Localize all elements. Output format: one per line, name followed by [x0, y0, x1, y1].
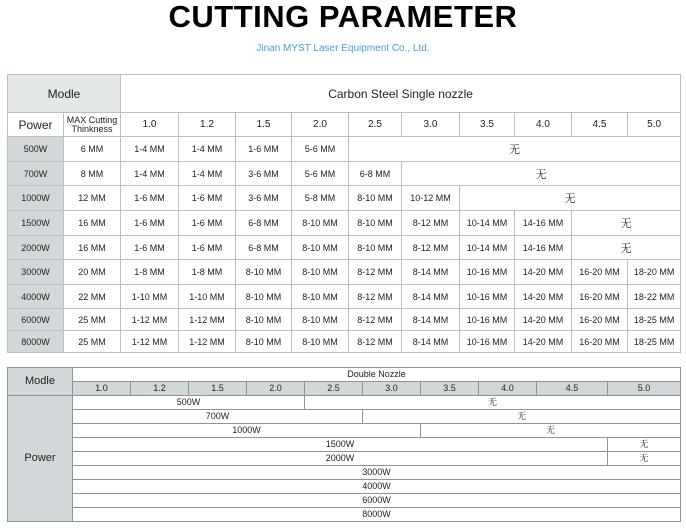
thickness-header: 2.0 — [247, 382, 305, 396]
table-row — [8, 211, 681, 236]
value-cell: 8-10 MM — [292, 236, 349, 260]
thickness-header: 2.0 — [292, 113, 349, 137]
power-range-bar: 2000W — [73, 452, 608, 466]
power-cell: 3000W — [8, 260, 64, 285]
value-cell: 10-12 MM — [402, 186, 460, 211]
value-cell: 1-4 MM — [121, 137, 179, 162]
max-cutting-header: MAX Cutting Thinkness — [64, 113, 121, 137]
none-cell: 无 — [572, 211, 681, 236]
value-cell: 10-14 MM — [460, 236, 515, 260]
value-cell: 1-6 MM — [121, 186, 179, 211]
power-range-bar: 6000W — [73, 494, 681, 508]
value-cell: 16-20 MM — [572, 260, 628, 285]
value-cell: 1-10 MM — [179, 285, 236, 309]
power-cell: 1500W — [8, 211, 64, 236]
power-cell: 6000W — [8, 309, 64, 331]
value-cell: 8-10 MM — [292, 211, 349, 236]
value-cell: 8-10 MM — [292, 260, 349, 285]
value-cell: 10-14 MM — [460, 211, 515, 236]
none-cell: 无 — [349, 137, 681, 162]
value-cell: 18-25 MM — [628, 331, 681, 353]
value-cell: 8-10 MM — [292, 309, 349, 331]
none-cell: 无 — [402, 162, 681, 186]
value-cell: 1-4 MM — [179, 162, 236, 186]
value-cell: 10-16 MM — [460, 260, 515, 285]
power-range-bar: 500W — [73, 396, 305, 410]
power-range-bar: 700W — [73, 410, 363, 424]
max-cut-cell: 25 MM — [64, 309, 121, 331]
value-cell: 1-12 MM — [179, 309, 236, 331]
power-cell: 8000W — [8, 331, 64, 353]
value-cell: 10-16 MM — [460, 285, 515, 309]
power-range-bar: 3000W — [73, 466, 681, 480]
double-nozzle-table — [7, 367, 681, 522]
value-cell: 16-20 MM — [572, 309, 628, 331]
none-cell: 无 — [460, 186, 681, 211]
value-cell: 8-10 MM — [292, 331, 349, 353]
page-title: CUTTING PARAMETER — [168, 0, 518, 34]
value-cell: 10-16 MM — [460, 331, 515, 353]
value-cell: 6-8 MM — [236, 236, 292, 260]
value-cell: 1-12 MM — [179, 331, 236, 353]
table-row — [8, 260, 681, 285]
thickness-header: 1.5 — [236, 113, 292, 137]
none-cell: 无 — [572, 236, 681, 260]
double-nozzle-title: Double Nozzle — [73, 368, 681, 382]
value-cell: 14-20 MM — [515, 285, 572, 309]
value-cell: 1-8 MM — [179, 260, 236, 285]
value-cell: 8-10 MM — [349, 186, 402, 211]
power-cell: 700W — [8, 162, 64, 186]
value-cell: 16-20 MM — [572, 285, 628, 309]
table-row — [8, 137, 681, 162]
value-cell: 14-20 MM — [515, 309, 572, 331]
value-cell: 8-12 MM — [402, 236, 460, 260]
value-cell: 8-12 MM — [349, 260, 402, 285]
value-cell: 8-10 MM — [236, 331, 292, 353]
thickness-header: 1.2 — [179, 113, 236, 137]
power-range-bar: 1000W — [73, 424, 421, 438]
value-cell: 3-6 MM — [236, 186, 292, 211]
value-cell: 1-10 MM — [121, 285, 179, 309]
value-cell: 1-12 MM — [121, 331, 179, 353]
value-cell: 1-6 MM — [121, 211, 179, 236]
max-cut-cell: 20 MM — [64, 260, 121, 285]
power-range-bar: 8000W — [73, 508, 681, 522]
power-header: Power — [8, 113, 64, 137]
max-cut-cell: 16 MM — [64, 236, 121, 260]
none-cell: 无 — [421, 424, 681, 438]
max-cut-cell: 22 MM — [64, 285, 121, 309]
thickness-header: 2.5 — [305, 382, 363, 396]
value-cell: 8-14 MM — [402, 260, 460, 285]
value-cell: 14-16 MM — [515, 211, 572, 236]
power-cell: 500W — [8, 137, 64, 162]
value-cell: 5-6 MM — [292, 137, 349, 162]
value-cell: 5-8 MM — [292, 186, 349, 211]
value-cell: 14-20 MM — [515, 331, 572, 353]
thickness-header: 3.0 — [363, 382, 421, 396]
value-cell: 8-14 MM — [402, 285, 460, 309]
table-row — [8, 186, 681, 211]
value-cell: 8-12 MM — [349, 285, 402, 309]
value-cell: 18-22 MM — [628, 285, 681, 309]
thickness-header: 4.0 — [515, 113, 572, 137]
value-cell: 5-6 MM — [292, 162, 349, 186]
value-cell: 1-6 MM — [179, 186, 236, 211]
value-cell: 1-6 MM — [179, 211, 236, 236]
value-cell: 14-20 MM — [515, 260, 572, 285]
thickness-header: 3.5 — [460, 113, 515, 137]
value-cell: 3-6 MM — [236, 162, 292, 186]
thickness-header: 3.0 — [402, 113, 460, 137]
value-cell: 8-10 MM — [236, 309, 292, 331]
value-cell: 8-14 MM — [402, 309, 460, 331]
thickness-header: 5.0 — [608, 382, 681, 396]
max-cut-cell: 8 MM — [64, 162, 121, 186]
value-cell: 6-8 MM — [349, 162, 402, 186]
value-cell: 8-10 MM — [236, 260, 292, 285]
table-row — [8, 331, 681, 353]
thickness-header: 4.0 — [479, 382, 537, 396]
thickness-header: 1.0 — [121, 113, 179, 137]
thickness-header: 1.0 — [73, 382, 131, 396]
thickness-header: 4.5 — [572, 113, 628, 137]
value-cell: 1-4 MM — [121, 162, 179, 186]
thickness-header: 5.0 — [628, 113, 681, 137]
value-cell: 8-14 MM — [402, 331, 460, 353]
table-row — [8, 236, 681, 260]
value-cell: 18-20 MM — [628, 260, 681, 285]
none-cell: 无 — [608, 452, 681, 466]
thickness-header: 4.5 — [537, 382, 608, 396]
max-cut-cell: 12 MM — [64, 186, 121, 211]
none-cell: 无 — [608, 438, 681, 452]
max-cut-cell: 6 MM — [64, 137, 121, 162]
none-cell: 无 — [305, 396, 681, 410]
value-cell: 8-10 MM — [349, 236, 402, 260]
modle-header: Modle — [8, 368, 73, 396]
power-range-bar: 4000W — [73, 480, 681, 494]
max-cut-cell: 16 MM — [64, 211, 121, 236]
thickness-header: 1.5 — [189, 382, 247, 396]
table-row — [8, 309, 681, 331]
value-cell: 8-10 MM — [292, 285, 349, 309]
table-row — [8, 162, 681, 186]
value-cell: 8-12 MM — [349, 331, 402, 353]
value-cell: 8-12 MM — [349, 309, 402, 331]
value-cell: 8-10 MM — [236, 285, 292, 309]
value-cell: 8-12 MM — [402, 211, 460, 236]
value-cell: 1-12 MM — [121, 309, 179, 331]
value-cell: 10-16 MM — [460, 309, 515, 331]
thickness-header: 2.5 — [349, 113, 402, 137]
table-row — [8, 285, 681, 309]
value-cell: 18-25 MM — [628, 309, 681, 331]
value-cell: 16-20 MM — [572, 331, 628, 353]
value-cell: 1-6 MM — [236, 137, 292, 162]
power-header: Power — [8, 396, 73, 522]
power-cell: 1000W — [8, 186, 64, 211]
none-cell: 无 — [363, 410, 681, 424]
value-cell: 8-10 MM — [349, 211, 402, 236]
value-cell: 1-4 MM — [179, 137, 236, 162]
value-cell: 1-6 MM — [179, 236, 236, 260]
power-cell: 2000W — [8, 236, 64, 260]
value-cell: 1-6 MM — [121, 236, 179, 260]
value-cell: 14-16 MM — [515, 236, 572, 260]
modle-header: Modle — [8, 75, 121, 113]
carbon-steel-title: Carbon Steel Single nozzle — [121, 75, 681, 113]
company-subtitle: Jinan MYST Laser Equipment Co., Ltd. — [256, 43, 430, 54]
value-cell: 1-8 MM — [121, 260, 179, 285]
thickness-header: 1.2 — [131, 382, 189, 396]
power-cell: 4000W — [8, 285, 64, 309]
single-nozzle-table — [7, 74, 681, 353]
value-cell: 6-8 MM — [236, 211, 292, 236]
power-range-bar: 1500W — [73, 438, 608, 452]
max-cut-cell: 25 MM — [64, 331, 121, 353]
thickness-header: 3.5 — [421, 382, 479, 396]
